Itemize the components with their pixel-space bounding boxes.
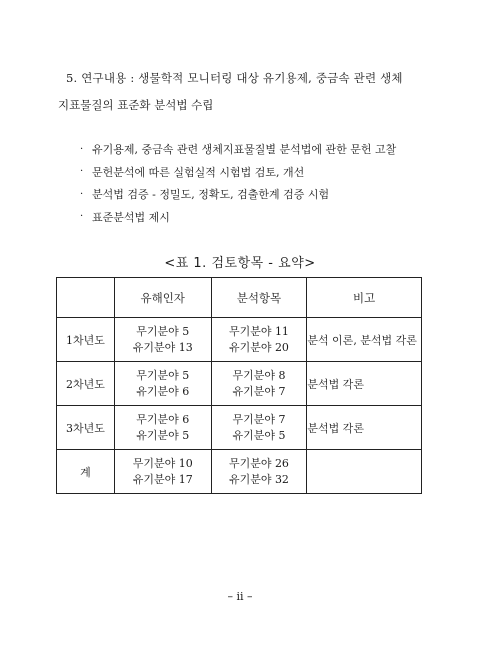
summary-table [56,277,422,494]
bullet-text: 표준분석법 제시 [92,210,170,224]
item-inorganic: 무기분야 11 [228,324,289,338]
section-heading-line1: 5. 연구내용 : 생물학적 모니터링 대상 유기용제, 중금속 관련 생체 [66,71,403,85]
bullet-item [80,206,396,229]
item-inorganic: 무기분야 7 [232,412,286,426]
page-number: – ii – [227,590,253,603]
bullet-item [80,138,396,161]
table-row [57,406,422,450]
bullet-dot-icon: · [80,188,84,200]
factors-cell [114,450,211,494]
bullet-dot-icon: · [80,166,84,178]
year-cell: 2차년도 [57,362,115,406]
item-inorganic: 무기분야 26 [228,456,289,470]
table-row-total [57,450,422,494]
note-cell: 분석법 각론 [307,362,422,406]
factor-inorganic: 무기분야 5 [136,324,190,338]
year-cell: 계 [57,450,115,494]
item-inorganic: 무기분야 8 [232,368,286,382]
year-cell: 3차년도 [57,406,115,450]
factor-inorganic: 무기분야 5 [136,368,190,382]
items-cell [211,450,307,494]
bullet-item [80,161,396,184]
factor-organic: 유기분야 6 [136,384,190,398]
items-cell [211,318,307,362]
item-organic: 유기분야 7 [232,384,286,398]
note-cell: 분석법 각론 [307,406,422,450]
item-organic: 유기분야 5 [232,428,286,442]
factor-organic: 유기분야 17 [132,472,193,486]
table-row [57,318,422,362]
factor-inorganic: 무기분야 10 [132,456,193,470]
bullet-text: 문헌분석에 따른 실험실적 시험법 검토, 개선 [92,165,305,179]
table-caption: <표 1. 검토항목 - 요약> [164,256,316,271]
factors-cell [114,406,211,450]
factors-cell [114,362,211,406]
note-cell: 분석 이론, 분석법 각론 [307,318,422,362]
items-cell [211,406,307,450]
header-cell-note: 비고 [307,278,422,318]
bullet-text: 유기용제, 중금속 관련 생체지표물질별 분석법에 관한 문헌 고찰 [92,143,397,157]
factors-cell [114,318,211,362]
note-cell [307,450,422,494]
bullet-dot-icon: · [80,143,84,155]
header-cell-year [57,278,115,318]
bullet-item [80,183,396,206]
item-organic: 유기분야 20 [228,340,289,354]
factor-organic: 유기분야 5 [136,428,190,442]
table-header-row [57,278,422,318]
year-cell: 1차년도 [57,318,115,362]
table-row [57,362,422,406]
items-cell [211,362,307,406]
header-cell-factors: 유해인자 [114,278,211,318]
bullet-text: 분석법 검증 - 정밀도, 정확도, 검출한계 검증 시험 [92,188,330,202]
section-heading-line2: 지표물질의 표준화 분석법 수립 [58,98,214,112]
bullet-dot-icon: · [80,211,84,223]
bullet-list [80,138,396,228]
item-organic: 유기분야 32 [228,472,289,486]
header-cell-items: 분석항목 [211,278,307,318]
factor-inorganic: 무기분야 6 [136,412,190,426]
factor-organic: 유기분야 13 [132,340,193,354]
